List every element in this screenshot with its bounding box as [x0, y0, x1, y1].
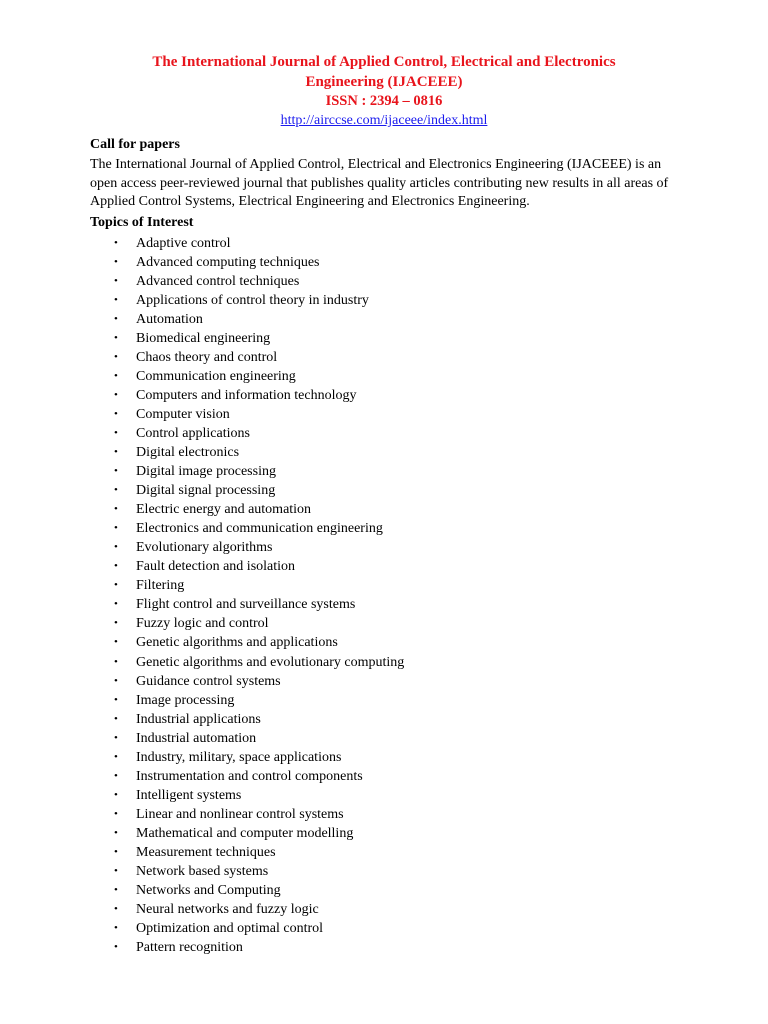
- topic-label: Communication engineering: [136, 368, 296, 384]
- topic-item: [90, 557, 678, 576]
- topic-label: Advanced computing techniques: [136, 254, 320, 270]
- topic-item: [90, 862, 678, 881]
- topic-item: [90, 691, 678, 710]
- topic-item: [90, 748, 678, 767]
- bullet-icon: •: [114, 846, 118, 858]
- topic-item: [90, 672, 678, 691]
- journal-description: The International Journal of Applied Control, Electrical and Electronics Engineering (IJACEEE) is an open access peer-reviewed journal that publishes quality articles contributing new results in all areas of Applied Control Systems, Electrical Engineering and Electronics Engineering.: [90, 157, 669, 209]
- topic-item: [90, 595, 678, 614]
- bullet-icon: •: [114, 388, 118, 401]
- topic-label: Adaptive control: [136, 235, 231, 251]
- topic-label: Computers and information technology: [136, 387, 357, 403]
- topic-label: Electronics and communication engineering: [136, 521, 383, 537]
- bullet-icon: •: [114, 522, 118, 535]
- topic-label: Automation: [136, 311, 203, 327]
- topic-item: [90, 310, 678, 329]
- journal-header: [90, 52, 678, 131]
- topic-item: [90, 291, 678, 310]
- topic-label: Computer vision: [136, 406, 230, 422]
- topic-item: [90, 633, 678, 652]
- topic-label: Linear and nonlinear control systems: [136, 806, 344, 822]
- bullet-icon: •: [114, 674, 118, 687]
- bullet-icon: •: [114, 712, 118, 725]
- topic-item: [90, 462, 678, 481]
- topic-item: [90, 329, 678, 348]
- journal-title: The International Journal of Applied Control, Electrical and Electronics Engineering (IJACEEE): [152, 54, 616, 90]
- topic-item: [90, 710, 678, 729]
- bullet-icon: •: [114, 255, 118, 268]
- bullet-icon: •: [114, 407, 118, 420]
- topic-label: Evolutionary algorithms: [136, 540, 273, 556]
- topic-label: Pattern recognition: [136, 940, 243, 956]
- topic-label: Intelligent systems: [136, 787, 242, 803]
- bullet-icon: •: [114, 750, 118, 763]
- topic-label: Networks and Computing: [136, 883, 281, 899]
- topic-item: [90, 919, 678, 938]
- bullet-icon: •: [114, 636, 118, 649]
- topic-item: [90, 538, 678, 557]
- topic-label: Flight control and surveillance systems: [136, 597, 356, 613]
- topic-item: [90, 729, 678, 748]
- call-for-papers-heading: Call for papers: [90, 137, 180, 152]
- topic-label: Fuzzy logic and control: [136, 616, 269, 632]
- bullet-icon: •: [114, 941, 118, 954]
- bullet-icon: •: [114, 293, 118, 306]
- topic-item: [90, 824, 678, 843]
- bullet-icon: •: [114, 788, 118, 801]
- bullet-icon: •: [114, 541, 118, 554]
- bullet-icon: •: [114, 598, 118, 611]
- bullet-icon: •: [114, 731, 118, 744]
- bullet-icon: •: [114, 617, 118, 630]
- topic-item: [90, 367, 678, 386]
- topic-item: [90, 576, 678, 595]
- topic-label: Optimization and optimal control: [136, 921, 324, 937]
- journal-url-link[interactable]: http://airccse.com/ijaceee/index.html: [280, 113, 488, 128]
- topic-item: [90, 443, 678, 462]
- bullet-icon: •: [114, 903, 118, 916]
- topic-item: [90, 786, 678, 805]
- topic-label: Industry, military, space applications: [136, 749, 342, 765]
- bullet-icon: •: [114, 560, 118, 573]
- bullet-icon: •: [114, 446, 118, 459]
- bullet-icon: •: [114, 884, 118, 897]
- bullet-icon: •: [114, 693, 118, 706]
- topic-label: Fault detection and isolation: [136, 559, 296, 575]
- topic-label: Genetic algorithms and applications: [136, 635, 338, 651]
- topic-item: [90, 272, 678, 291]
- topic-label: Mathematical and computer modelling: [136, 825, 354, 841]
- topic-label: Digital electronics: [136, 445, 240, 461]
- topic-label: Digital signal processing: [136, 483, 276, 499]
- topic-label: Instrumentation and control components: [136, 768, 363, 784]
- bullet-icon: •: [114, 369, 118, 382]
- topic-item: [90, 424, 678, 443]
- topic-item: [90, 348, 678, 367]
- topic-item: [90, 234, 678, 253]
- bullet-icon: •: [114, 236, 118, 249]
- topic-label: Advanced control techniques: [136, 273, 300, 289]
- issn-number: ISSN : 2394 – 0816: [325, 93, 443, 109]
- topic-label: Control applications: [136, 425, 250, 441]
- topics-heading: Topics of Interest: [90, 214, 194, 230]
- bullet-icon: •: [114, 484, 118, 497]
- bullet-icon: •: [114, 331, 118, 344]
- topic-label: Genetic algorithms and evolutionary computing: [136, 654, 405, 670]
- bullet-icon: •: [114, 503, 118, 516]
- bullet-icon: •: [114, 865, 118, 878]
- topic-item: [90, 653, 678, 672]
- bullet-icon: •: [114, 579, 118, 592]
- topic-item: [90, 405, 678, 424]
- topic-item: [90, 614, 678, 633]
- topics-list: [90, 234, 678, 958]
- bullet-icon: •: [114, 826, 118, 839]
- topic-item: [90, 386, 678, 405]
- topic-label: Industrial automation: [136, 730, 257, 746]
- topic-label: Image processing: [136, 692, 235, 708]
- topic-item: [90, 843, 678, 862]
- topic-label: Network based systems: [136, 864, 269, 880]
- topic-item: [90, 881, 678, 900]
- topic-label: Measurement techniques: [136, 845, 276, 860]
- topic-item: [90, 519, 678, 538]
- bullet-icon: •: [114, 922, 118, 935]
- topic-item: [90, 900, 678, 919]
- topic-item: [90, 253, 678, 272]
- topic-label: Applications of control theory in industry: [136, 292, 369, 308]
- topic-label: Electric energy and automation: [136, 502, 312, 518]
- topic-item: [90, 805, 678, 824]
- topic-item: [90, 500, 678, 519]
- topic-label: Guidance control systems: [136, 673, 281, 689]
- bullet-icon: •: [114, 274, 118, 287]
- bullet-icon: •: [114, 769, 118, 782]
- topic-label: Biomedical engineering: [136, 330, 271, 346]
- topic-item: [90, 767, 678, 786]
- topic-label: Digital image processing: [136, 464, 276, 480]
- bullet-icon: •: [114, 465, 118, 478]
- bullet-icon: •: [114, 655, 118, 668]
- bullet-icon: •: [114, 350, 118, 363]
- topic-item: [90, 481, 678, 500]
- bullet-icon: •: [114, 312, 118, 325]
- topic-label: Chaos theory and control: [136, 349, 278, 365]
- bullet-icon: •: [114, 426, 118, 439]
- topic-label: Neural networks and fuzzy logic: [136, 902, 319, 918]
- topic-label: Filtering: [136, 578, 185, 594]
- topic-label: Industrial applications: [136, 711, 261, 727]
- topic-item: [90, 938, 678, 957]
- bullet-icon: •: [114, 807, 118, 820]
